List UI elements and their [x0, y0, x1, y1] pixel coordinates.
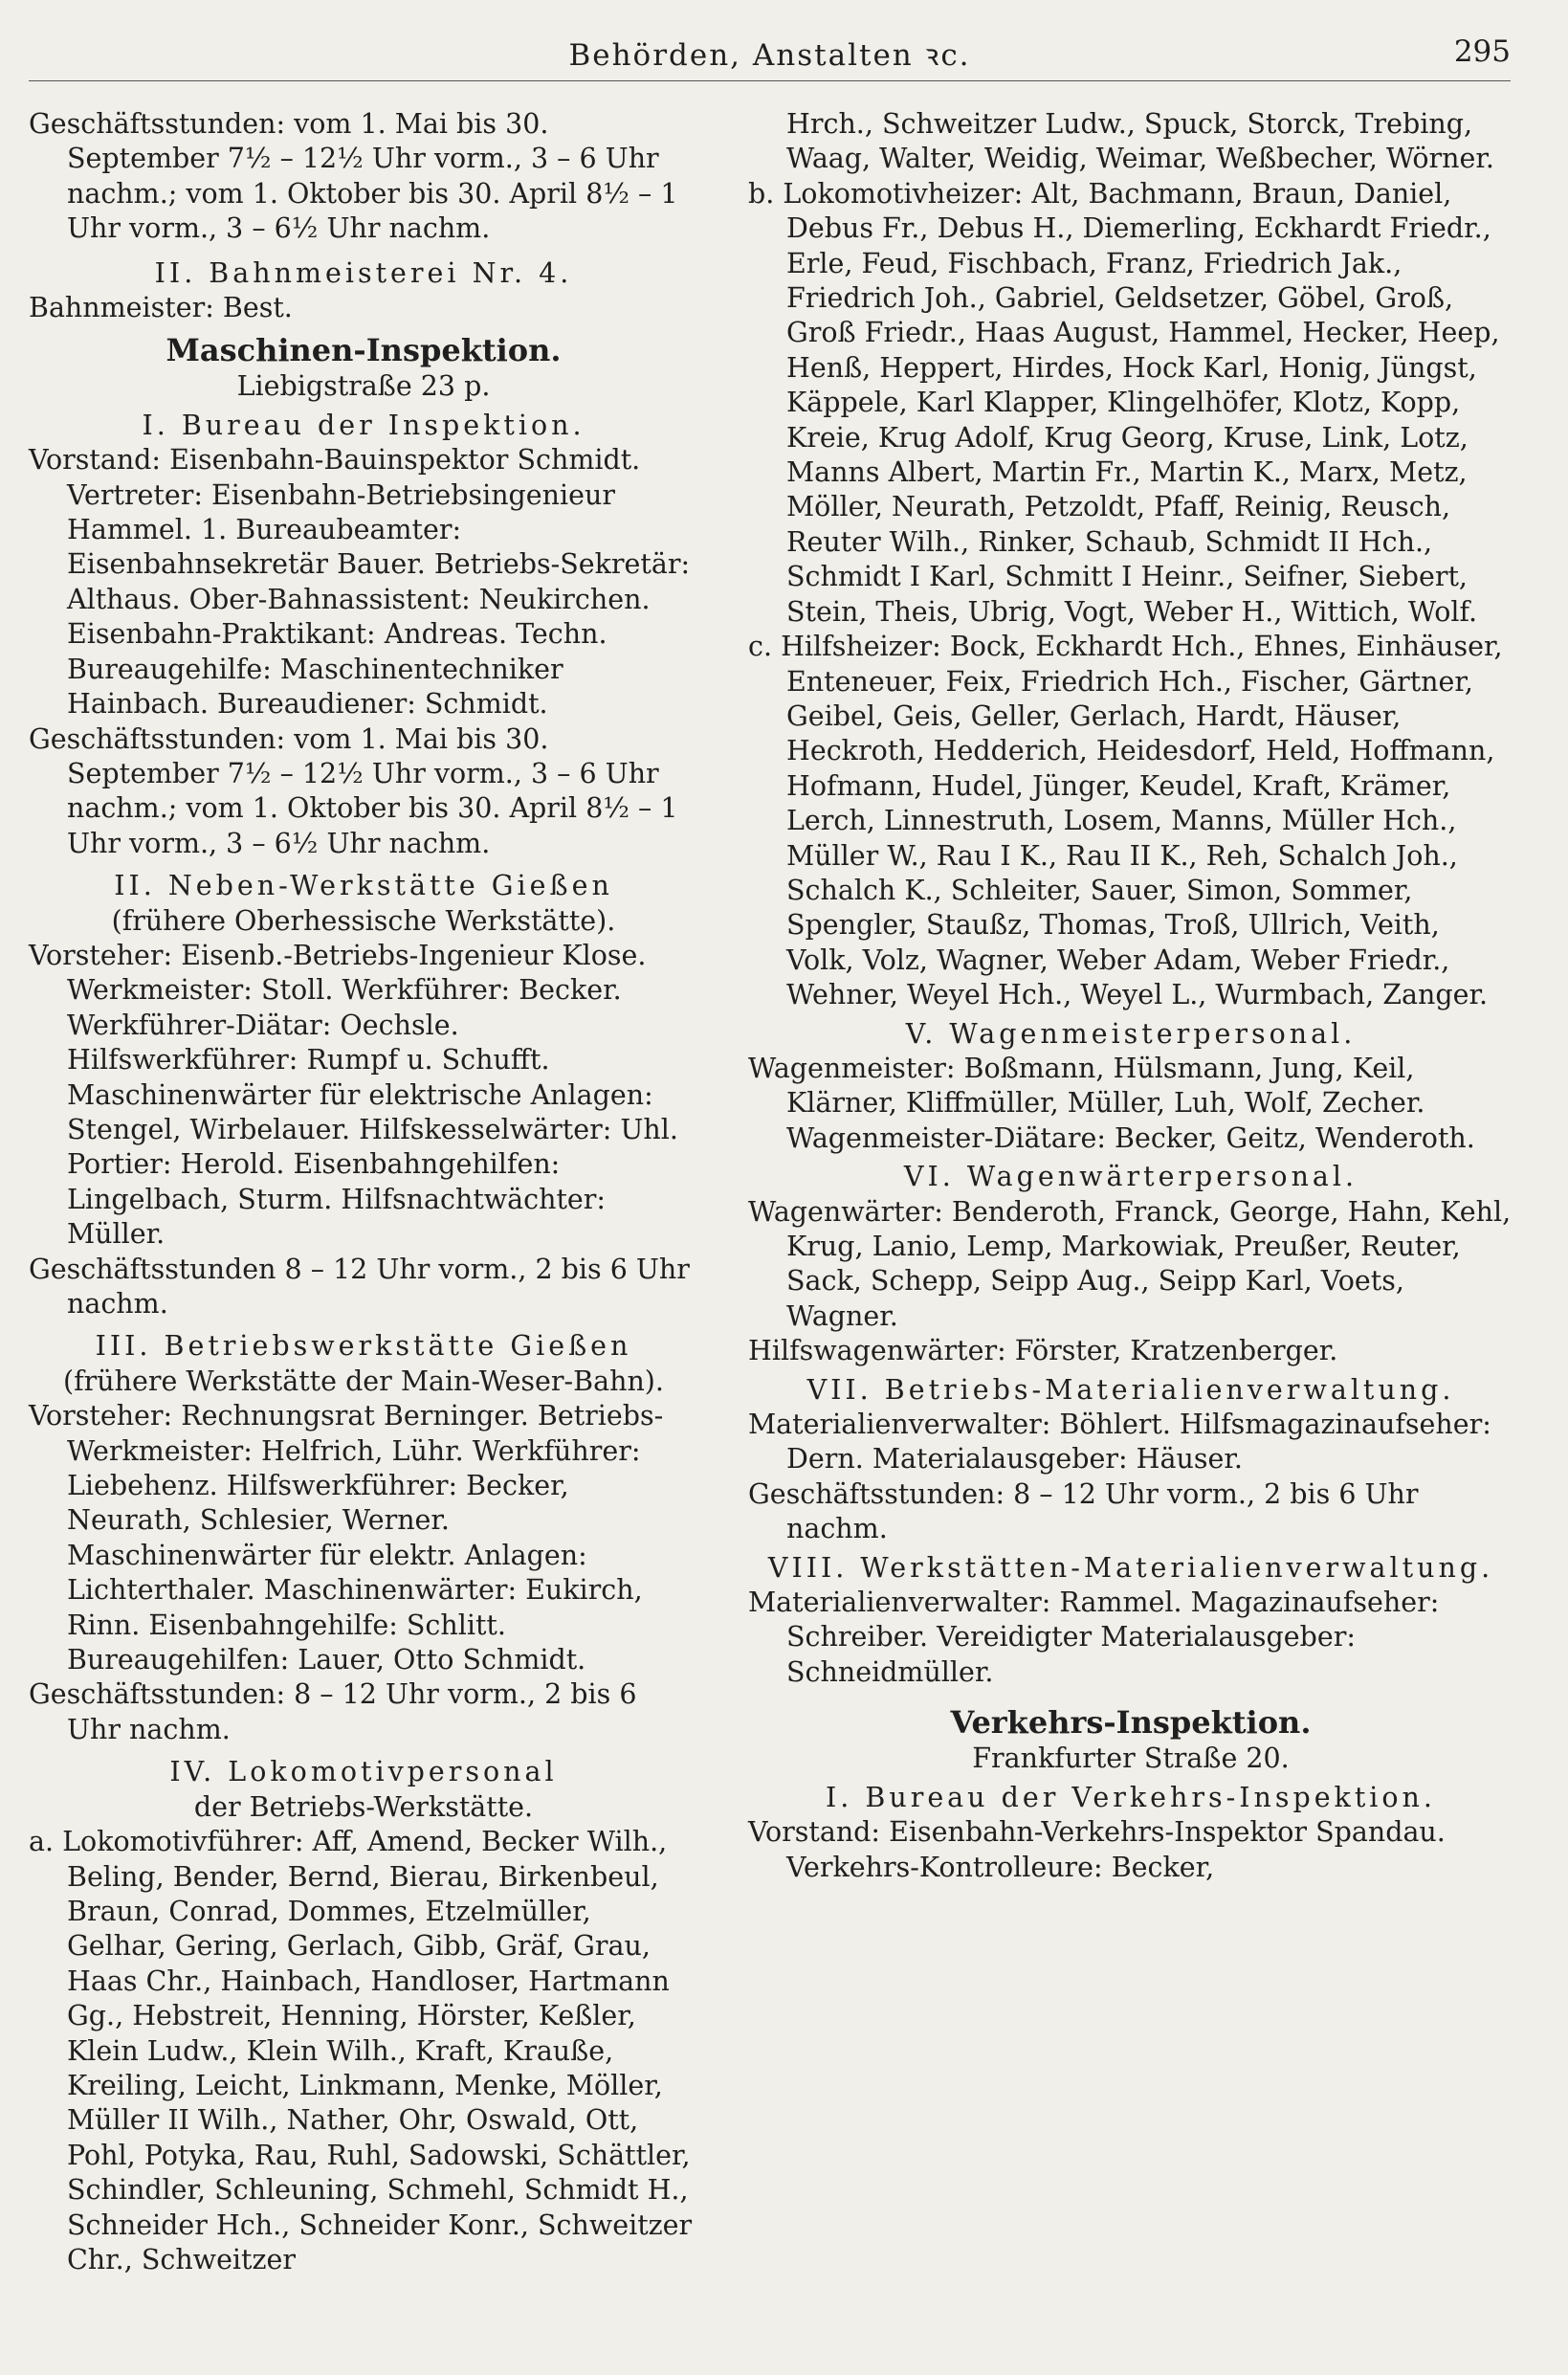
- section-heading: VII. Betriebs-Materialienverwaltung.: [806, 1373, 1455, 1406]
- entry-text: b. Lokomotivheizer: Alt, Bachmann, Braun, Daniel, Debus Fr., Debus H., Diemerling, Eckhardt Friedr., Erle, Feud, Fischbach, Franz, Friedrich Jak., Friedrich Joh., Gabriel, Geldsetzer, Göbel, Groß, Groß Friedr., Haas August, Hammel, Hecker, Heep, Henß, Heppert, Hirdes, Hock Karl, Honig, Jüngst, Käppele, Karl Klapper, Klingelhöfer, Klotz, Kopp, Kreie, Krug Adolf, Krug Georg, Kruse, Link, Lotz, Manns Albert, Martin Fr., Martin K., Marx, Metz, Möller, Neurath, Petzoldt, Pfaff, Reinig, Reusch, Reuter Wilh., Rinker, Schaub, Schmidt II Hch., Schmidt I Karl, Schmitt I Heinr., Seifner, Siebert, Stein, Theis, Ubrig, Vogt, Weber H., Wittich, Wolf.: [748, 177, 1500, 628]
- hours-paragraph: Geschäftsstunden: vom 1. Mai bis 30. September 7½ – 12½ Uhr vorm., 3 – 6 Uhr nachm.; vom 1. Oktober bis 30. April 8½ – 1 Uhr vorm., 3 – 6½ Uhr nachm.: [29, 108, 678, 245]
- hours-paragraph: Geschäftsstunden: 8 – 12 Uhr vorm., 2 bis 6 Uhr nachm.: [748, 1477, 1419, 1545]
- section-subheading: (frühere Werkstätte der Main-Weser-Bahn).: [63, 1365, 664, 1397]
- entry-text: c. Hilfsheizer: Bock, Eckhardt Hch., Ehnes, Einhäuser, Enteneuer, Feix, Friedrich Hch., Fischer, Gärtner, Geibel, Geis, Geller, Gerlach, Hardt, Häuser, Heckroth, Hedderich, Heidesdorf, Held, Hoffmann, Hofmann, Hudel, Jünger, Keudel, Kraft, Krämer, Lerch, Linnestruth, Losem, Manns, Müller Hch., Müller W., Rau I K., Rau II K., Reh, Schalch Joh., Schalch K., Schleiter, Sauer, Simon, Sommer, Spengler, Staußz, Thomas, Troß, Ullrich, Veith, Volk, Volz, Wagner, Weber Adam, Weber Friedr., Wehner, Weyel Hch., Weyel L., Wurmbach, Zanger.: [748, 631, 1503, 1011]
- entry-text: Vorstand: Eisenbahn-Verkehrs-Inspektor Spandau. Verkehrs-Kontrolleure: Becker,: [748, 1816, 1446, 1883]
- section-heading: III. Betriebswerkstätte Gießen: [95, 1330, 632, 1363]
- section-heading: VI. Wagenwärterpersonal.: [903, 1161, 1358, 1193]
- running-header: [29, 34, 1511, 80]
- header-title: Behörden, Anstalten ꝛc.: [568, 38, 971, 73]
- entry-text: Hrch., Schweitzer Ludw., Spuck, Storck, Trebing, Waag, Walter, Weidig, Weimar, Weßbecher, Wörner.: [786, 108, 1494, 175]
- address: Liebigstraße 23 p.: [236, 370, 491, 403]
- section-heading: V. Wagenmeisterpersonal.: [905, 1017, 1357, 1050]
- entry-text: Wagenwärter: Benderoth, Franck, George, Hahn, Kehl, Krug, Lanio, Lemp, Markowiak, Preußer, Reuter, Sack, Schepp, Seipp Aug., Seipp Karl, Voets, Wagner.: [748, 1195, 1512, 1332]
- entry-text: Vorstand: Eisenbahn-Bauinspektor Schmidt. Vertreter: Eisenbahn-Betriebsingenieur Hammel. 1. Bureaubeamter: Eisenbahnsekretär Bauer. Betriebs-Sekretär: Althaus. Ober-Bahnassistent: Neukirchen. Eisenbahn-Praktikant: Andreas. Techn. Bureaugehilfe: Maschinentechniker Hainbach. Bureaudiener: Schmidt.: [29, 444, 691, 721]
- left-column: [29, 107, 698, 2277]
- address: Frankfurter Straße 20.: [972, 1742, 1290, 1775]
- section-heading: I. Bureau der Inspektion.: [142, 409, 585, 441]
- hours-paragraph: Geschäftsstunden 8 – 12 Uhr vorm., 2 bis 6 Uhr nachm.: [29, 1253, 690, 1320]
- entry-text: Vorsteher: Eisenb.-Betriebs-Ingenieur Klose. Werkmeister: Stoll. Werkführer: Becker. Werkführer-Diätar: Oechsle. Hilfswerkführer: Rumpf u. Schufft. Maschinenwärter für elektrische Anlagen: Stengel, Wirbelauer. Hilfskesselwärter: Uhl. Portier: Herold. Eisenbahngehilfen: Lingelbach, Sturm. Hilfsnachtwächter: Müller.: [29, 939, 678, 1251]
- hours-paragraph: Geschäftsstunden: vom 1. Mai bis 30. September 7½ – 12½ Uhr vorm., 3 – 6 Uhr nachm.; vom 1. Oktober bis 30. April 8½ – 1 Uhr vorm., 3 – 6½ Uhr nachm.: [29, 722, 678, 859]
- page-number: 295: [1453, 34, 1511, 69]
- section-title: Verkehrs-Inspektion.: [950, 1704, 1312, 1742]
- section-heading: VIII. Werkstätten-Materialienverwaltung.: [767, 1551, 1494, 1584]
- entry-text: Materialienverwalter: Böhlert. Hilfsmagazinaufseher: Dern. Materialausgeber: Häuser.: [748, 1409, 1491, 1476]
- section-heading: II. Bahnmeisterei Nr. 4.: [154, 256, 573, 289]
- section-subheading: der Betriebs-Werkstätte.: [193, 1790, 534, 1823]
- right-column: [748, 107, 1513, 1885]
- entry-text: Hilfswagenwärter: Förster, Kratzenberger.: [748, 1335, 1338, 1367]
- section-heading: I. Bureau der Verkehrs-Inspektion.: [826, 1781, 1436, 1813]
- section-heading: II. Neben-Werkstätte Gießen: [114, 870, 613, 902]
- header-rule: [29, 80, 1511, 81]
- section-title: Maschinen-Inspektion.: [166, 332, 562, 369]
- entry-text: Materialienverwalter: Rammel. Magazinaufseher: Schreiber. Vereidigter Materialausgeber: Schneidmüller.: [748, 1587, 1440, 1688]
- section-heading: IV. Lokomotivpersonal: [169, 1756, 558, 1788]
- entry-text: a. Lokomotivführer: Aff, Amend, Becker Wilh., Beling, Bender, Bernd, Bierau, Birkenbeul, Braun, Conrad, Dommes, Etzelmüller, Gelhar, Gering, Gerlach, Gibb, Gräf, Grau, Haas Chr., Hainbach, Handloser, Hartmann Gg., Hebstreit, Henning, Hörster, Keßler, Klein Ludw., Klein Wilh., Kraft, Krauße, Kreiling, Leicht, Linkmann, Menke, Möller, Müller II Wilh., Nather, Ohr, Oswald, Ott, Pohl, Potyka, Rau, Ruhl, Sadowski, Schättler, Schindler, Schleuning, Schmehl, Schmidt H., Schneider Hch., Schneider Konr., Schweitzer Chr., Schweitzer: [29, 1826, 693, 2275]
- entry-text: Bahnmeister: Best.: [29, 292, 293, 324]
- entry-text: Wagenmeister: Boßmann, Hülsmann, Jung, Keil, Klärner, Kliffmüller, Müller, Luh, Wolf, Zecher. Wagenmeister-Diätare: Becker, Geitz, Wenderoth.: [748, 1052, 1475, 1154]
- hours-paragraph: Geschäftsstunden: 8 – 12 Uhr vorm., 2 bis 6 Uhr nachm.: [29, 1678, 637, 1745]
- section-subheading: (frühere Oberhessische Werkstätte).: [111, 904, 616, 937]
- entry-text: Vorsteher: Rechnungsrat Berninger. Betriebs-Werkmeister: Helfrich, Lühr. Werkführer: Liebehenz. Hilfswerkführer: Becker, Neurath, Schlesier, Werner. Maschinenwärter für elektr. Anlagen: Lichterthaler. Maschinenwärter: Eukirch, Rinn. Eisenbahngehilfe: Schlitt. Bureaugehilfen: Lauer, Otto Schmidt.: [29, 1400, 664, 1676]
